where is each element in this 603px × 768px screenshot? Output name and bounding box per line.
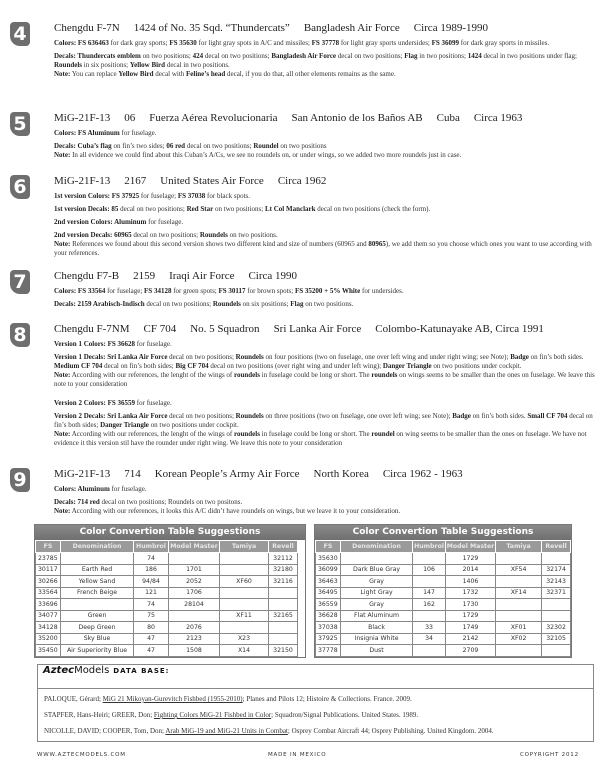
table-cell: 32165 [269,610,298,622]
table-cell: 30266 [36,576,61,588]
section-number-badge: 8 [10,323,30,347]
table-row [316,599,571,611]
table-cell: 33 [413,622,446,634]
section-body [54,287,599,313]
title-part: Circa 1962 - 1963 [382,468,463,480]
table-cell: 106 [413,564,446,576]
table-row [316,622,571,634]
table-row [316,576,571,588]
table-cell: 32112 [269,553,298,565]
table-cell [413,645,446,657]
table-cell: 1706 [169,587,220,599]
title-part: MiG-21F-13 [54,175,111,187]
table-cell: Light Gray [340,587,412,599]
table-cell: XF11 [220,610,269,622]
table-cell: 47 [134,633,169,645]
table-cell [542,599,571,611]
table-cell: XF02 [495,633,541,645]
table-cell: Yellow Sand [61,576,134,588]
table-cell: Green [61,610,134,622]
reference-item [44,723,494,739]
title-part: Korean People’s Army Air Force [154,468,300,480]
table-cell: Flat Aluminum [340,610,412,622]
column-header: Denomination [340,541,412,553]
table-cell: 1729 [445,610,495,622]
table-cell: 28104 [169,599,220,611]
section-paragraph: Decals: 2159 Arabisch-Indisch decal on two positions; Roundels on six positions; Flag on two positions. [54,300,354,308]
table-cell: 80 [134,622,169,634]
table-cell [269,633,298,645]
table-cell [61,599,134,611]
table-cell: 23785 [36,553,61,565]
section-title [54,22,502,34]
column-header: FS [36,541,61,553]
section-paragraph: 2nd version Decals: 60965 decal on two positions; Roundels on two positions. Note: References we found about this second version shows two different kind and size of numbers (60965 and 80965), we add them so you choose which ones you want to use according with your references. [54,231,592,257]
section-paragraph: Colors: FS Aluminum for fuselage. [54,129,157,137]
table-cell [413,576,446,588]
table-cell: 35630 [316,553,341,565]
table-row [316,553,571,565]
table-cell [220,599,269,611]
table-cell: 32302 [542,622,571,634]
column-header: Denomination [61,541,134,553]
color-table-left [34,524,306,658]
title-part: 1424 of No. 35 Sqd. “Thundercats” [133,22,290,34]
column-header: Tamiya [495,541,541,553]
section-paragraph: Version 1 Decals: Sri Lanka Air Force decal on two positions; Roundels on four positions (two on fuselage, one over left wing and under right wing; see Note); Badge on fin’s both sides. Medium CF 704 decal on fin’s both sides; Big CF 704 decal on two positions (over right wing and under left wing); Danger Triangle on two positions under cockpit. Note: According with our references, the lenght of the wings of roundels in fuselage could be long or short. The roundels on wings seems to be smaller than the ones on fuselage. We leave this note to your consideration [54,353,595,388]
table-cell [169,553,220,565]
section-paragraph: Colors: Aluminum for fuselage. [54,485,147,493]
table-row [36,599,298,611]
table-cell [269,622,298,634]
table-row [36,622,298,634]
section-number-badge: 7 [10,270,30,294]
table-cell: X14 [220,645,269,657]
title-part: Circa 1990 [248,270,298,282]
table-cell: 32116 [269,576,298,588]
table-cell: 2076 [169,622,220,634]
table-cell [542,610,571,622]
table-cell: XF54 [495,564,541,576]
table-row [36,645,298,657]
column-header: FS [316,541,341,553]
title-part: 2159 [133,270,156,282]
section-body [54,485,599,520]
column-header: Revell [542,541,571,553]
table-row [316,633,571,645]
table-cell: 32180 [269,564,298,576]
section-paragraph: 1st version Colors: FS 37925 for fuselage; FS 37038 for black spots. [54,192,250,200]
section-body [54,192,599,262]
brand-logo-bold: Aztec [43,665,75,676]
table-cell: 1749 [445,622,495,634]
table-cell: 1729 [445,553,495,565]
table-cell [542,553,571,565]
table-cell: 32174 [542,564,571,576]
table-cell: 1730 [445,599,495,611]
table-cell [495,610,541,622]
reference-publisher: ; Osprey Combat Aircraft 44; Osprey Publishing. United Kingdom. 2004. [287,727,494,735]
section-number-badge: 4 [10,22,30,46]
title-part: United States Air Force [160,175,264,187]
section-paragraph: Decals: Thundercats emblem on two positions; 424 decal on two positions; Bangladesh Air Force decal on two positions; Flag in two positions; 1424 decal in two positions under flag; Roundels in six positions; Yellow Bird decal in two positions. Note: You can replace Yellow Bird decal with Feline’s head decal, if you do that, all other elements remains as the same. [54,52,577,78]
table-cell: 32105 [542,633,571,645]
table-cell [495,553,541,565]
table-cell: Dust [340,645,412,657]
table-row [36,587,298,599]
section-number-badge: 6 [10,175,30,199]
column-header: Revell [269,541,298,553]
table-cell: 33696 [36,599,61,611]
table-row [36,610,298,622]
database-box [37,665,594,742]
table-cell: Gray [340,599,412,611]
table-cell: 2142 [445,633,495,645]
table-cell: 147 [413,587,446,599]
table-cell: 74 [134,599,169,611]
table-cell: 2123 [169,633,220,645]
table-cell [61,553,134,565]
table-cell: 34128 [36,622,61,634]
table-row [36,564,298,576]
table-cell: 30117 [36,564,61,576]
section-title [54,323,558,335]
table-cell: 1508 [169,645,220,657]
title-part: Bangladesh Air Force [303,22,400,34]
title-part: 06 [124,112,136,124]
table-cell: 37925 [316,633,341,645]
table-cell: X23 [220,633,269,645]
section-paragraph: Decals: Cuba’s flag on fin’s two sides; 06 red decal on two positions; Roundel on two positions Note: In all evidence we could find about this Cuban’s A/Cs, we see no roundels on, or under wings, so we added two more roundels just in case. [54,142,462,159]
table-cell: Earth Red [61,564,134,576]
table-caption: Color Convertion Table Suggestions [315,525,571,540]
footer-made-in: MADE IN MEXICO [268,752,327,758]
table-cell: 32371 [542,587,571,599]
table-cell [495,599,541,611]
table-cell: 36495 [316,587,341,599]
database-label: DATA BASE: [113,667,170,675]
table-row [316,587,571,599]
reference-authors: PALOQUE, Gérard; [44,695,103,703]
table-cell: 37778 [316,645,341,657]
table-cell: 32143 [542,576,571,588]
reference-item [44,707,494,723]
table-cell [413,553,446,565]
title-part: Chengdu F-7N [54,22,120,34]
table-cell: 36099 [316,564,341,576]
table-cell: 2014 [445,564,495,576]
section-paragraph: Version 2 Colors: FS 36559 for fuselage. [54,399,172,407]
table-cell: 121 [134,587,169,599]
section-number-badge: 9 [10,468,30,492]
database-heading [43,665,169,676]
section-body [54,129,599,164]
section-title [54,112,536,124]
title-part: Fuerza Aérea Revolucionaria [149,112,278,124]
reference-title: Fighting Colors MiG-21 Fishbed in Color [153,711,272,719]
table-cell [495,576,541,588]
table-cell: 74 [134,553,169,565]
column-header: Tamiya [220,541,269,553]
table-caption: Color Convertion Table Suggestions [35,525,305,540]
table-cell: 36463 [316,576,341,588]
table-cell: 94/84 [134,576,169,588]
table-cell: 75 [134,610,169,622]
section-paragraph: 2nd version Colors: Aluminum for fuselage. [54,218,184,226]
title-part: 714 [124,468,141,480]
title-part: MiG-21F-13 [54,112,111,124]
table-cell: 47 [134,645,169,657]
table-cell [269,599,298,611]
table-cell: Sky Blue [61,633,134,645]
section-number-badge: 5 [10,112,30,136]
table-cell: 162 [413,599,446,611]
reference-list [44,691,494,739]
brand-logo-rest: Models [74,665,110,676]
footer-copyright: COPYRIGHT 2012 [520,752,579,758]
section-paragraph: Decals: 714 red decal on two positions; Roundels on two positons. Note: According with our references, it looks this A/C didn’t have roundels on wings, but we leave it to your consideration. [54,498,401,515]
table-cell: 1732 [445,587,495,599]
table-cell: XF14 [495,587,541,599]
table-row [36,553,298,565]
reference-authors: STAPFER, Hans-Heiri; GREER, Don; [44,711,154,719]
table-cell [269,587,298,599]
section-paragraph: Colors: FS 33564 for fuselage; FS 34128 for green spots; FS 30117 for brown spots; FS 35200 + 5% White for undersides. [54,287,404,295]
column-header: Humbrol [413,541,446,553]
table-cell [220,553,269,565]
section-paragraph: Version 1 Colors: FS 36628 for fuselage. [54,340,172,348]
table-cell [220,622,269,634]
table-row [316,564,571,576]
table-row [316,645,571,657]
title-part: Cuba [436,112,460,124]
reference-publisher: ; Squadron/Signal Publications. United States. 1989. [271,711,419,719]
section-paragraph: Version 2 Decals: Sri Lanka Air Force decal on two positions; Roundels on three positions (two on fuselage, one over left wing; see Note); Badge on fin’s both sides. Small CF 704 decal on fin’s both sides; Danger Triangle on two positions under cockpit. Note: According with our references, the lenght of the wings of roundels in fuselage could be long or short. The roundel on wing seems to be smaller than the ones on fuselage. We have not evidence it this version stil have the rounder under right wing. We leave this note to your consideration [54,412,593,447]
table-cell: Deep Green [61,622,134,634]
table-cell: 1701 [169,564,220,576]
table-cell: 35450 [36,645,61,657]
reference-publisher: ; Planes and Pilots 12; Histoire & Collections. France. 2009. [242,695,412,703]
title-part: Iraqi Air Force [169,270,235,282]
table-cell: Dark Blue Gray [340,564,412,576]
table-cell: 33564 [36,587,61,599]
table-cell: 32150 [269,645,298,657]
reference-authors: NICOLLE, DAVID; COOPER, Tom, Don; [44,727,166,735]
table-cell [220,564,269,576]
table-row [36,576,298,588]
title-part: Chengdu F7-B [54,270,120,282]
table-cell: XF60 [220,576,269,588]
section-paragraph: 1st version Decals: 85 decal on two positions; Red Star on two positions; Lt Col Manclark decal on two positions (check the form). [54,205,431,213]
title-part: Sri Lanka Air Force [273,323,362,335]
column-header: Model Master [445,541,495,553]
table-cell: French Beige [61,587,134,599]
table-cell [169,610,220,622]
column-header: Model Master [169,541,220,553]
table-cell: 35200 [36,633,61,645]
title-part: Circa 1963 [473,112,523,124]
table-cell: 1406 [445,576,495,588]
section-paragraph: Colors: FS 636463 for dark gray sports; FS 35630 for light gray spots in A/C and missiles; FS 37778 for light gray sports undersides; FS 36099 for dark gray sports in missiles. [54,39,550,47]
table-cell: XF01 [495,622,541,634]
table-cell [495,645,541,657]
title-part: Circa 1962 [277,175,327,187]
table-cell: Gray [340,576,412,588]
table-cell: 34 [413,633,446,645]
title-part: CF 704 [143,323,177,335]
title-part: San Antonio de los Baños AB [291,112,423,124]
column-header: Humbrol [134,541,169,553]
table-cell: Air Superiority Blue [61,645,134,657]
title-part: Colombo-Katunayake AB, Circa 1991 [375,323,544,335]
title-part: North Korea [313,468,369,480]
table-row [316,610,571,622]
table-cell: Insignia White [340,633,412,645]
reference-item [44,691,494,707]
table-row [36,633,298,645]
title-part: No. 5 Squadron [190,323,260,335]
title-part: Chengdu F-7NM [54,323,130,335]
color-table-right [314,524,572,658]
table-cell: 37038 [316,622,341,634]
table-cell [413,610,446,622]
section-title [54,270,311,282]
title-part: 2167 [124,175,147,187]
table-cell [542,645,571,657]
table-cell [340,553,412,565]
table-cell: 186 [134,564,169,576]
table-cell: 36628 [316,610,341,622]
section-title [54,175,340,187]
table-cell: 36559 [316,599,341,611]
table-cell: 34077 [36,610,61,622]
title-part: Circa 1989-1990 [413,22,488,34]
reference-title: Arab MiG-19 and MiG-21 Units in Combat [165,727,288,735]
title-part: MiG-21F-13 [54,468,111,480]
table-cell: Black [340,622,412,634]
section-title [54,468,477,480]
table-cell: 2709 [445,645,495,657]
reference-title: MiG 21 Mikoyan-Gurevitch Fishbed (1955-2010) [102,695,243,703]
footer-website[interactable]: WWW.AZTECMODELS.COM [37,752,126,758]
section-body [54,340,599,452]
table-cell [220,587,269,599]
section-body [54,39,599,83]
table-cell: 2052 [169,576,220,588]
